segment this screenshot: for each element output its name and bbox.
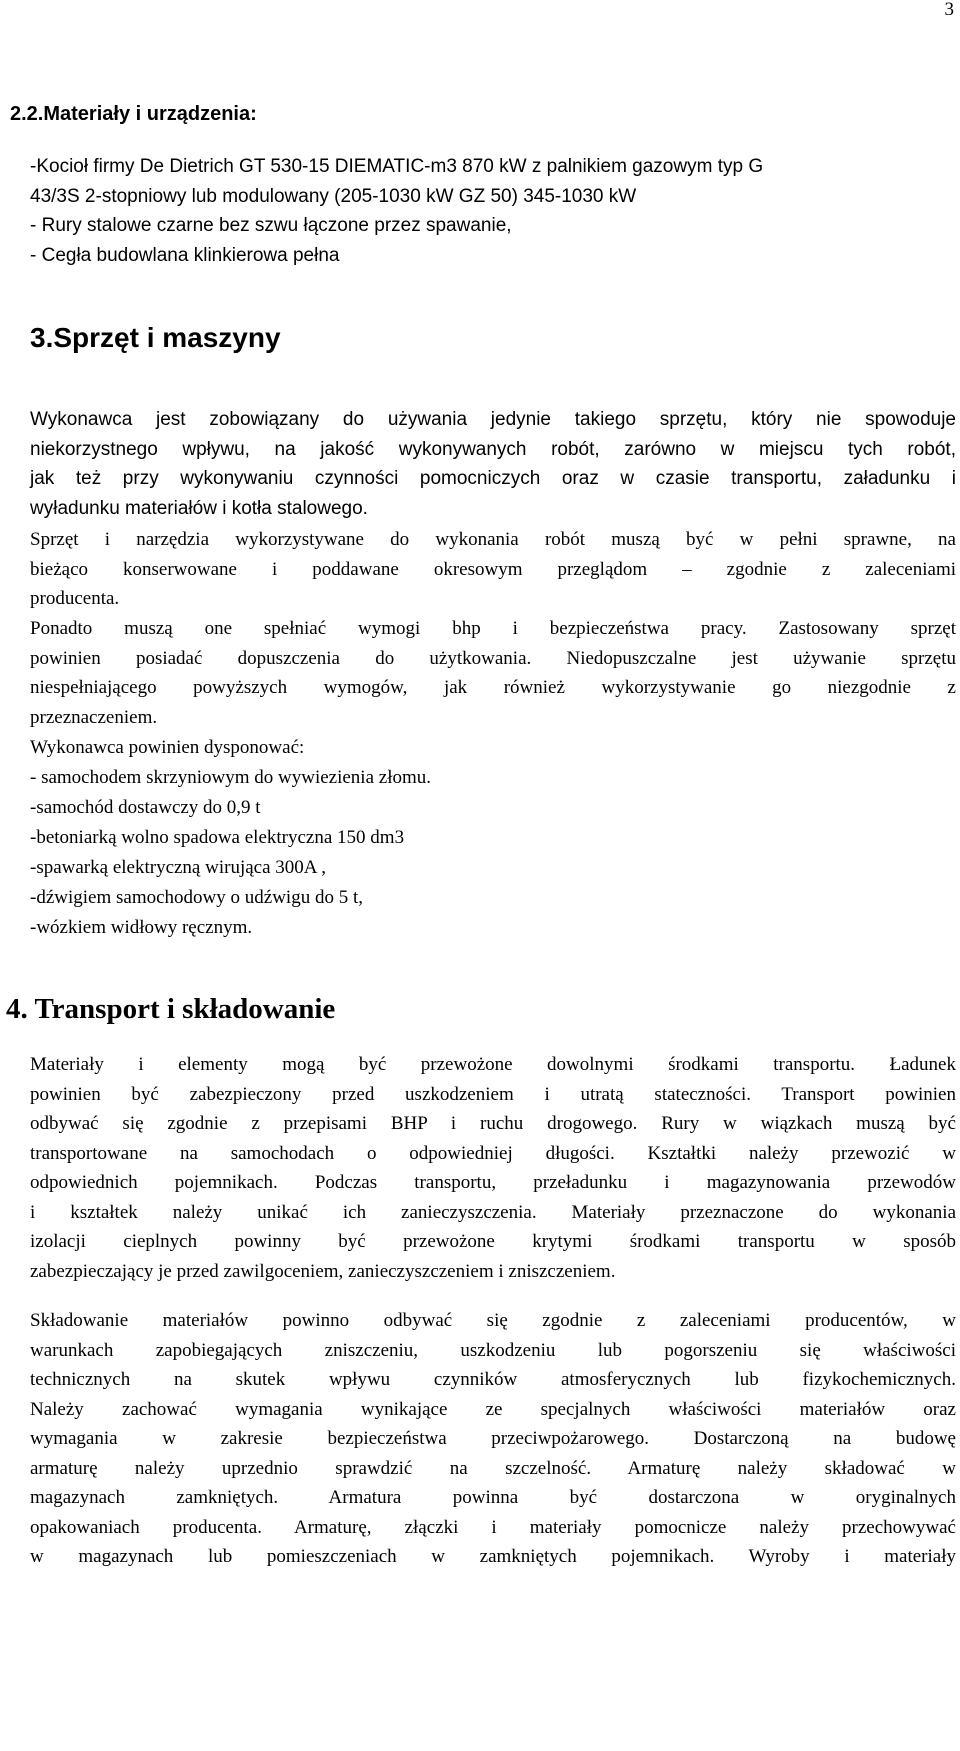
paragraph-line: bieżąco konserwowane i poddawane okresowym przeglądom – zgodnie z zaleceniami	[30, 558, 956, 580]
paragraph-line: odpowiednich pojemnikach. Podczas transportu, przeładunku i magazynowania przewodów	[30, 1172, 956, 1193]
equipment-list-intro: Wykonawca powinien dysponować:	[30, 737, 305, 758]
paragraph-line: niespełniającego powyższych wymogów, jak również wykorzystywanie go niezgodnie z	[30, 677, 956, 698]
paragraph-line: powinien posiadać dopuszczenia do użytkowania. Niedopuszczalne jest używanie sprzętu	[30, 647, 956, 669]
materials-list	[30, 152, 956, 270]
equipment-list-item: -samochód dostawczy do 0,9 t	[30, 797, 261, 818]
paragraph-line: Wykonawca jest zobowiązany do używania jedynie takiego sprzętu, który nie spowoduje	[30, 409, 956, 430]
equipment-list-item: -dźwigiem samochodowy o udźwigu do 5 t,	[30, 887, 363, 908]
paragraph-line: odbywać się zgodnie z przepisami BHP i ruchu drogowego. Rury w wiązkach muszą być	[30, 1113, 956, 1134]
materials-line: 43/3S 2-stopniowy lub modulowany (205-1030 kW GZ 50) 345-1030 kW	[30, 185, 637, 207]
paragraph-line: zabezpieczający je przed zawilgoceniem, zanieczyszczeniem i zniszczeniem.	[30, 1260, 616, 1282]
materials-line: - Rury stalowe czarne bez szwu łączone przez spawanie,	[30, 215, 512, 236]
paragraph-line: powinien być zabezpieczony przed uszkodzeniem i utratą stateczności. Transport powinien	[30, 1083, 956, 1105]
paragraph-line: producenta.	[30, 588, 120, 609]
paragraph-line: jak też przy wykonywaniu czynności pomocniczych oraz w czasie transportu, załadunku i	[30, 468, 956, 489]
materials-line: - Cegła budowlana klinkierowa pełna	[30, 244, 340, 266]
equipment-list-item: -wózkiem widłowy ręcznym.	[30, 917, 253, 938]
transport-paragraph-1	[30, 1050, 956, 1286]
paragraph-line: Materiały i elementy mogą być przewożone dowolnymi środkami transportu. Ładunek	[30, 1054, 956, 1075]
paragraph-line: magazynach zamkniętych. Armatura powinna być dostarczona w oryginalnych	[30, 1487, 956, 1508]
equipment-list-item: - samochodem skrzyniowym do wywiezienia złomu.	[30, 767, 432, 788]
paragraph-line: w magazynach lub pomieszczeniach w zamkniętych pojemnikach. Wyroby i materiały	[30, 1546, 956, 1567]
page-number: 3	[944, 0, 954, 20]
equipment-list	[30, 733, 956, 943]
section-heading-materials: 2.2.Materiały i urządzenia:	[10, 103, 257, 125]
paragraph-line: Należy zachować wymagania wynikające ze specjalnych właściwości materiałów oraz	[30, 1398, 956, 1420]
equipment-paragraph-2	[30, 525, 956, 614]
section-heading-transport: 4. Transport i składowanie	[6, 993, 336, 1025]
paragraph-line: przeznaczeniem.	[30, 706, 158, 728]
paragraph-line: Składowanie materiałów powinno odbywać się zgodnie z zaleceniami producentów, w	[30, 1310, 956, 1331]
paragraph-line: Ponadto muszą one spełniać wymogi bhp i bezpieczeństwa pracy. Zastosowany sprzęt	[30, 618, 956, 639]
materials-line: -Kocioł firmy De Dietrich GT 530-15 DIEMATIC-m3 870 kW z palnikiem gazowym typ G	[30, 156, 764, 177]
paragraph-line: transportowane na samochodach o odpowiedniej długości. Kształtki należy przewozić w	[30, 1142, 956, 1164]
equipment-list-item: -spawarką elektryczną wirująca 300A ,	[30, 857, 326, 878]
paragraph-line: warunkach zapobiegających zniszczeniu, uszkodzeniu lub pogorszeniu się właściwości	[30, 1339, 956, 1361]
paragraph-line: wyładunku materiałów i kotła stalowego.	[30, 497, 368, 519]
paragraph-line: Sprzęt i narzędzia wykorzystywane do wykonania robót muszą być w pełni sprawne, na	[30, 529, 956, 550]
paragraph-line: opakowaniach producenta. Armaturę, złączki i materiały pomocnicze należy przechowywać	[30, 1516, 956, 1538]
paragraph-line: niekorzystnego wpływu, na jakość wykonywanych robót, zarówno w miejscu tych robót,	[30, 438, 956, 460]
paragraph-line: technicznych na skutek wpływu czynników atmosferycznych lub fizykochemicznych.	[30, 1369, 956, 1390]
equipment-list-item: -betoniarką wolno spadowa elektryczna 150 dm3	[30, 827, 405, 848]
paragraph-line: izolacji cieplnych powinny być przewożone krytymi środkami transportu w sposób	[30, 1231, 956, 1252]
paragraph-line: wymagania w zakresie bezpieczeństwa przeciwpożarowego. Dostarczoną na budowę	[30, 1428, 956, 1449]
equipment-paragraph-1	[30, 405, 956, 523]
section-heading-equipment: 3.Sprzęt i maszyny	[30, 322, 281, 353]
paragraph-line: armaturę należy uprzednio sprawdzić na szczelność. Armaturę należy składować w	[30, 1457, 956, 1479]
equipment-paragraph-3	[30, 614, 956, 732]
paragraph-line: i kształtek należy unikać ich zanieczyszczenia. Materiały przeznaczone do wykonania	[30, 1201, 956, 1223]
transport-paragraph-2	[30, 1306, 956, 1572]
